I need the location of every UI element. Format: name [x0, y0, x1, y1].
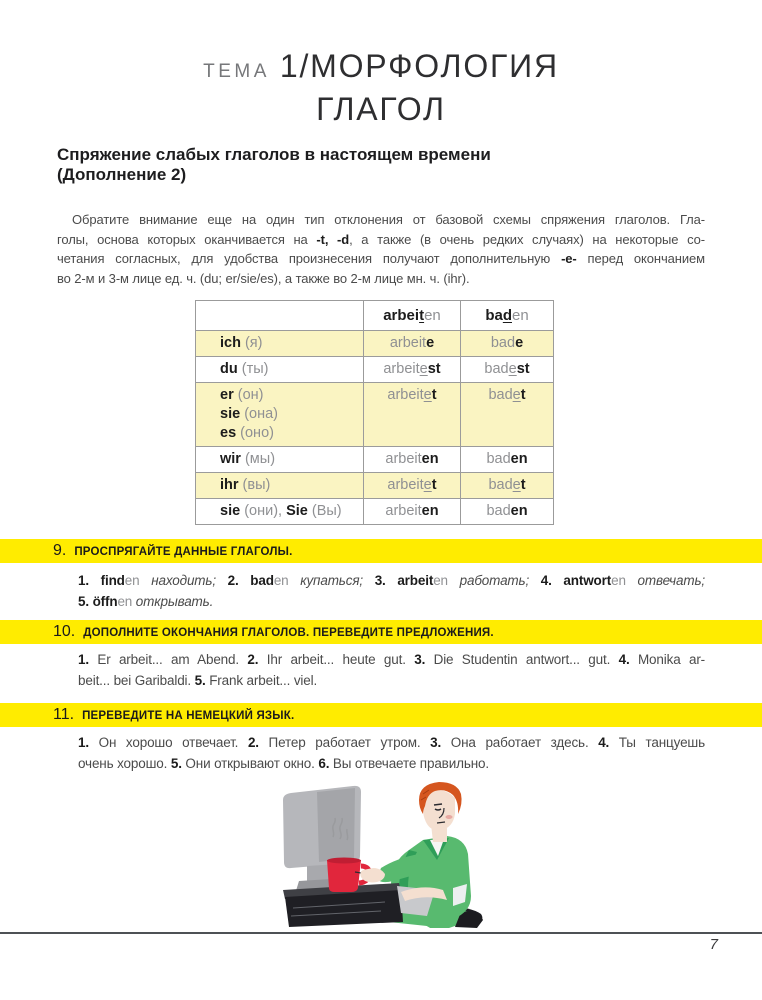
intro-paragraph [57, 210, 705, 288]
text-line: 1. Er arbeit... am Abend. 2. Ihr arbeit... heute gut. 3. Die Studentin antwort... gut. 4. Monika ar- [78, 652, 706, 667]
header-verb-baden: baden [461, 301, 554, 331]
pronoun-line: es (оно) [220, 425, 274, 441]
exercise-9-number: 9. [53, 542, 67, 559]
pronoun-cell [196, 447, 364, 473]
title-line-1 [0, 48, 762, 91]
table-row [196, 473, 554, 499]
exercise-10-number: 10. [53, 623, 76, 640]
table-header-row [196, 301, 554, 331]
text-line: очень хорошо. 5. Они открывают окно. 6. Вы отвечаете правильно. [78, 756, 489, 771]
text-line: 1. Он хорошо отвечает. 2. Петер работает утром. 3. Она работает здесь. 4. Ты танцуешь [78, 735, 705, 750]
verb-form-cell: baden [461, 447, 554, 473]
exercise-10-body [78, 649, 705, 691]
verb-form-cell: baden [461, 499, 554, 525]
verb-form-cell: badest [461, 357, 554, 383]
exercise-11-number: 11. [53, 706, 75, 723]
table-row [196, 447, 554, 473]
section-heading [57, 145, 491, 185]
verb-form-cell: badet [461, 473, 554, 499]
header-verb-arbeiten: arbeiten [364, 301, 461, 331]
verb-form-cell: badet [461, 383, 554, 447]
footer-rule [0, 932, 762, 934]
table-row [196, 331, 554, 357]
text-line: Обратите внимание еще на один тип отклонения от базовой схемы спряжения глаголов. Гла- [72, 212, 705, 227]
exercise-9-instruction: ПРОСПРЯГАЙТЕ ДАННЫЕ ГЛАГОЛЫ. [74, 546, 293, 558]
exercise-11-body [78, 732, 705, 774]
pronoun-line: wir (мы) [220, 451, 276, 467]
pronoun-line: ihr (вы) [220, 477, 271, 493]
text-line: 5. öffnen открывать. [78, 594, 214, 609]
conjugation-table-body [196, 331, 554, 525]
page-title [0, 48, 762, 127]
mug-rim [327, 858, 361, 864]
pronoun-line: er (он) [220, 387, 264, 403]
text-line: голы, основа которых оканчивается на -t, -d, а также (в очень редких случаях) на некоторые со- [57, 231, 705, 247]
exercise-11-instruction: ПЕРЕВЕДИТЕ НА НЕМЕЦКИЙ ЯЗЫК. [82, 710, 295, 722]
exercise-9-banner [0, 539, 762, 563]
table-row [196, 383, 554, 447]
pronoun-line: sie (она) [220, 406, 278, 422]
text-line: во 2-м и 3-м лице ед. ч. (du; er/sie/es), а также во 2-м лице мн. ч. (ihr). [57, 270, 470, 286]
pronoun-cell [196, 499, 364, 525]
text-line: четания согласных, для удобства произнесения получают дополнительную -e- перед окончанием [57, 251, 705, 266]
text-line: 1. finden находить; 2. baden купаться; 3. arbeiten работать; 4. antworten отвечать; [78, 573, 706, 588]
conjugation-table [195, 300, 554, 525]
text-line: beit... bei Garibaldi. 5. Frank arbeit... viel. [78, 673, 318, 688]
eyebrow [434, 804, 442, 805]
verb-form-cell: arbeitet [364, 473, 461, 499]
title-main-text: 1/МОРФОЛОГИЯ [279, 48, 559, 84]
theme-kicker: ТЕМА [203, 61, 270, 82]
title-line-2: ГЛАГОЛ [316, 91, 446, 127]
table-row [196, 499, 554, 525]
section-heading-line2: (Дополнение 2) [57, 165, 187, 184]
verb-form-cell: arbeiten [364, 499, 461, 525]
verb-form-cell: arbeitet [364, 383, 461, 447]
pronoun-line: ich (я) [220, 335, 263, 351]
section-heading-line1: Спряжение слабых глаголов в настоящем времени [57, 145, 491, 164]
verb-form-cell: arbeitest [364, 357, 461, 383]
pronoun-cell [196, 383, 364, 447]
mug-body [327, 860, 361, 892]
pronoun-line: sie (они), Sie (Вы) [220, 503, 342, 519]
verb-form-cell: bade [461, 331, 554, 357]
man-at-computer-illustration [277, 780, 492, 928]
exercise-10-instruction: ДОПОЛНИТЕ ОКОНЧАНИЯ ГЛАГОЛОВ. ПЕРЕВЕДИТЕ ПРЕДЛОЖЕНИЯ. [83, 627, 494, 639]
blush [446, 815, 453, 819]
pronoun-cell [196, 473, 364, 499]
verb-form-cell: arbeiten [364, 447, 461, 473]
pronoun-line: du (ты) [220, 361, 269, 377]
verb-form-cell: arbeite [364, 331, 461, 357]
header-empty-cell [196, 301, 364, 331]
table-row [196, 357, 554, 383]
exercise-10-banner [0, 620, 762, 644]
exercise-9-body [78, 570, 705, 612]
exercise-11-banner [0, 703, 762, 727]
page-number: 7 [709, 936, 718, 953]
monitor-back-panel [317, 788, 355, 862]
pronoun-cell [196, 357, 364, 383]
pronoun-cell [196, 331, 364, 357]
